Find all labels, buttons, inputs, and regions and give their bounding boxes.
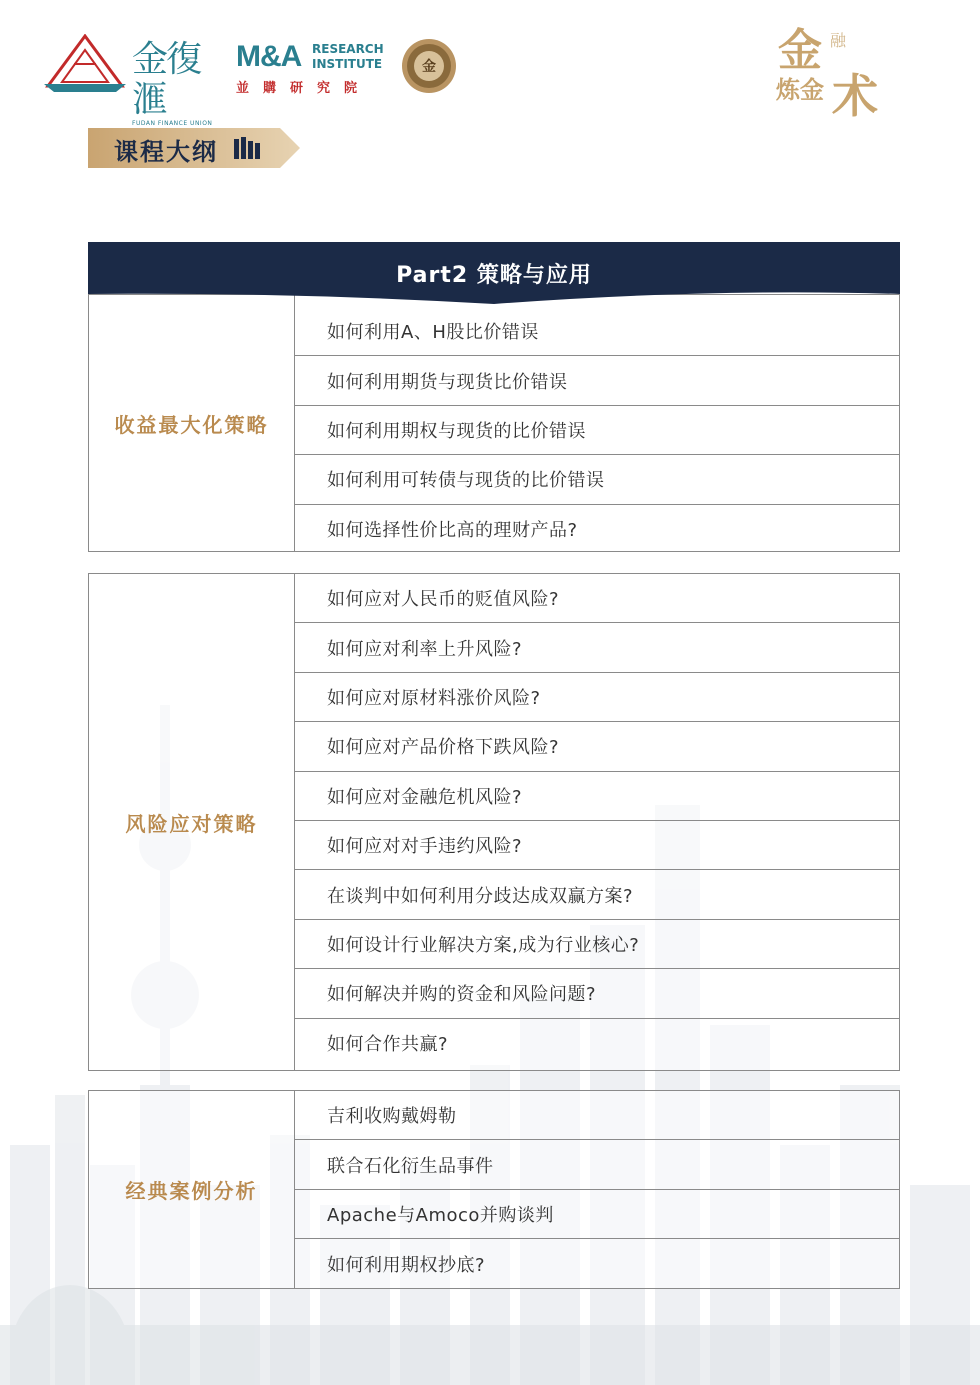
table-row: 吉利收购戴姆勒 bbox=[295, 1091, 899, 1140]
union-logo-subtitle: FUDAN FINANCE UNION bbox=[132, 120, 213, 127]
table-row: 如何应对利率上升风险? bbox=[295, 623, 899, 672]
block-label-cell bbox=[89, 295, 295, 551]
table-row: 如何应对金融危机风险? bbox=[295, 772, 899, 821]
block-rows bbox=[295, 295, 899, 551]
table-row: 在谈判中如何利用分歧达成双赢方案? bbox=[295, 870, 899, 919]
svg-text:金: 金 bbox=[422, 59, 436, 75]
table-row: 如何利用期权抄底? bbox=[327, 1254, 486, 1276]
table-row: 如何合作共赢? bbox=[327, 1034, 449, 1056]
fudan-mountain-logo bbox=[44, 34, 126, 92]
table-row: 如何应对原材料涨价风险? bbox=[295, 673, 899, 722]
table-row: 如何应对人民币的贬值风险? bbox=[295, 574, 899, 623]
table-row: 如何利用可转债与现货的比价错误 bbox=[295, 455, 899, 504]
table-row: 如何应对对手违约风险? bbox=[295, 821, 899, 870]
ma-logo-research: RESEARCH bbox=[312, 42, 384, 56]
part-header bbox=[88, 242, 900, 308]
table-row: 如何利用A、H股比价错误 bbox=[295, 307, 899, 356]
table-row: 如何解决并购的资金和风险问题? bbox=[295, 969, 899, 1018]
table-row: 联合石化衍生品事件 bbox=[295, 1140, 899, 1189]
table-block-income bbox=[88, 294, 900, 552]
table-row: Apache与Amoco并购谈判 bbox=[295, 1190, 899, 1239]
ma-research-institute-logo bbox=[236, 40, 396, 96]
fudan-finance-seal-logo bbox=[401, 38, 457, 94]
table-row: 如何选择性价比高的理财产品? bbox=[327, 520, 578, 542]
block-rows bbox=[295, 1091, 899, 1288]
block-label-cell bbox=[89, 1091, 295, 1288]
block-label: 收益最大化策略 bbox=[114, 412, 269, 437]
fudan-finance-union-logo bbox=[132, 39, 224, 127]
table-row: 如何利用期权与现货的比价错误 bbox=[295, 406, 899, 455]
ma-logo-chinese: 並購研究院 bbox=[236, 81, 372, 96]
table-row: 如何应对产品价格下跌风险? bbox=[295, 722, 899, 771]
block-label: 经典案例分析 bbox=[125, 1179, 258, 1203]
part-title: Part2 策略与应用 bbox=[396, 263, 592, 288]
union-logo-mark: 金復滙 bbox=[132, 39, 201, 120]
ma-logo-text: M&A bbox=[236, 40, 302, 73]
table-row: 如何设计行业解决方案,成为行业核心? bbox=[295, 920, 899, 969]
table-row: 如何利用期货与现货比价错误 bbox=[295, 356, 899, 405]
table-block-risk bbox=[88, 573, 900, 1071]
calligraphy-char-2: 融 bbox=[830, 31, 847, 50]
block-rows bbox=[295, 574, 899, 1070]
calligraphy-char-4: 术 bbox=[832, 69, 878, 123]
block-label-cell bbox=[89, 574, 295, 1070]
block-label: 风险应对策略 bbox=[125, 811, 258, 836]
header bbox=[0, 0, 980, 127]
book-icon bbox=[234, 137, 262, 159]
ma-logo-institute: INSTITUTE bbox=[312, 57, 383, 71]
calligraphy-logo bbox=[760, 12, 900, 122]
calligraphy-char-3: 炼金 bbox=[776, 75, 824, 104]
calligraphy-char-1: 金 bbox=[778, 25, 822, 76]
table-block-cases bbox=[88, 1090, 900, 1289]
section-title: 课程大纲 bbox=[114, 138, 218, 166]
